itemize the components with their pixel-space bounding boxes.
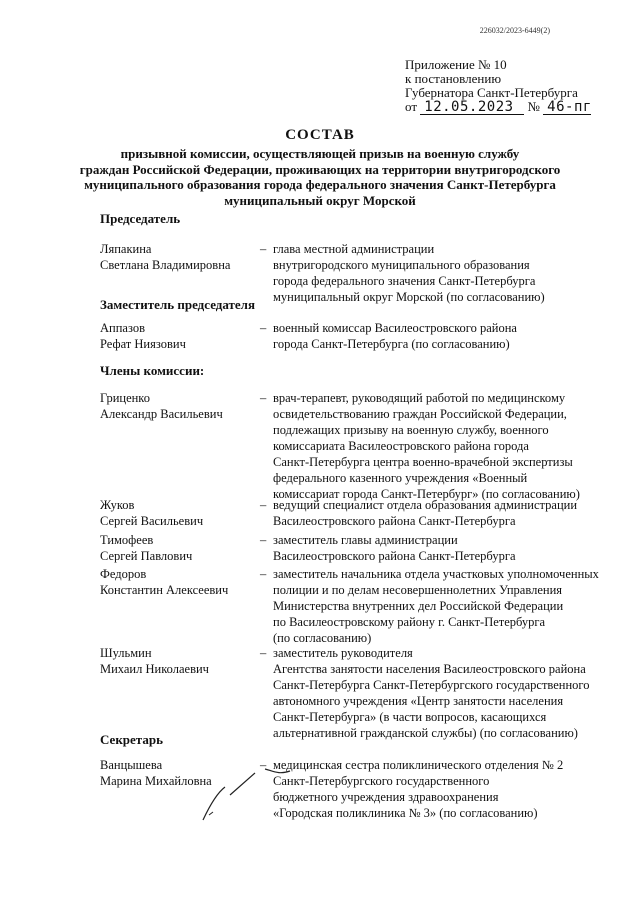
position-line: внутригородского муниципального образования: [273, 258, 530, 272]
dash-separator: –: [260, 498, 267, 512]
member-surname: Шульмин: [100, 646, 152, 660]
member-given-names: Марина Михайловна: [100, 774, 212, 788]
dash-separator: –: [260, 758, 267, 772]
title-main: СОСТАВ: [285, 127, 355, 143]
member-given-names: Константин Алексеевич: [100, 583, 229, 597]
appendix-line: Приложение № 10: [405, 57, 507, 72]
member-position: [273, 390, 603, 502]
position-line: подлежащих призыву на военную службу, военного: [273, 423, 549, 437]
appendix-line: к постановлению: [405, 71, 502, 86]
member-position: [273, 566, 603, 646]
position-line: освидетельствованию граждан Российской Федерации,: [273, 407, 567, 421]
position-line: заместитель руководителя: [273, 646, 413, 660]
appendix-block: [405, 58, 591, 115]
member-surname: Гриценко: [100, 391, 150, 405]
appendix-date-line: [405, 100, 591, 115]
position-line: автономного учреждения «Центр занятости населения: [273, 694, 564, 708]
position-line: «Городская поликлиника № 3» (по согласованию): [273, 806, 538, 820]
position-line: федерального казенного учреждения «Военный: [273, 471, 528, 485]
document-title: [60, 127, 580, 208]
position-line: заместитель начальника отдела участковых уполномоченных: [273, 567, 599, 581]
member-position: [273, 241, 603, 305]
position-line: муниципальный округ Морской (по согласованию): [273, 290, 545, 304]
position-line: ведущий специалист отдела образования администрации: [273, 498, 578, 512]
member-given-names: Михаил Николаевич: [100, 662, 209, 676]
section-secretary: Секретарь: [100, 732, 163, 747]
position-line: Санкт-Петербурга Санкт-Петербургского государственного: [273, 678, 590, 692]
position-line: Василеостровского района Санкт-Петербурга: [273, 549, 516, 563]
position-line: врач-терапевт, руководящий работой по медицинскому: [273, 391, 566, 405]
section-chairman: Председатель: [100, 211, 181, 226]
dash-separator: –: [260, 242, 267, 256]
member-given-names: Александр Васильевич: [100, 407, 223, 421]
title-subtitle-line: муниципального образования города федерального значения Санкт-Петербурга: [84, 177, 556, 192]
from-label: от: [405, 99, 418, 114]
member-given-names: Рефат Ниязович: [100, 337, 186, 351]
position-line: комиссариат города Санкт-Петербург» (по согласованию): [273, 487, 580, 501]
position-line: Министерства внутренних дел Российской Федерации: [273, 599, 564, 613]
member-name: [100, 320, 255, 352]
position-line: глава местной администрации: [273, 242, 435, 256]
document-number: 226032/2023-6449(2): [479, 26, 550, 35]
member-position: [273, 645, 603, 741]
dash-separator: –: [260, 391, 267, 405]
member-surname: Федоров: [100, 567, 147, 581]
appendix-line: Губернатора Санкт-Петербурга: [405, 85, 578, 100]
position-line: города Санкт-Петербурга (по согласованию): [273, 337, 510, 351]
position-line: полиции и по делам несовершеннолетних Управления: [273, 583, 563, 597]
member-position: [273, 532, 603, 564]
position-line: Санкт-Петербурга центра военно-врачебной экспертизы: [273, 455, 573, 469]
member-surname: Аппазов: [100, 321, 145, 335]
member-given-names: Светлана Владимировна: [100, 258, 231, 272]
number-label: №: [527, 99, 540, 114]
position-line: Василеостровского района Санкт-Петербурга: [273, 514, 516, 528]
signature-mark: [195, 765, 305, 825]
member-surname: Ляпакина: [100, 242, 152, 256]
member-name: [100, 645, 255, 677]
member-position: [273, 757, 603, 821]
member-position: [273, 320, 603, 352]
position-line: Агентства занятости населения Василеостровского района: [273, 662, 586, 676]
handwritten-date: 12.05.2023: [420, 100, 524, 115]
member-surname: Жуков: [100, 498, 135, 512]
section-deputy: Заместитель председателя: [100, 297, 256, 312]
position-line: заместитель главы администрации: [273, 533, 458, 547]
member-surname: Тимофеев: [100, 533, 154, 547]
member-name: [100, 566, 255, 598]
section-members: Члены комиссии:: [100, 363, 205, 378]
member-name: [100, 532, 255, 564]
member-position: [273, 497, 603, 529]
position-line: медицинская сестра поликлинического отделения № 2: [273, 758, 564, 772]
member-given-names: Сергей Васильевич: [100, 514, 204, 528]
member-name: [100, 497, 255, 529]
handwritten-number: 46-пг: [543, 100, 591, 115]
position-line: по Василеостровскому району г. Санкт-Петербурга: [273, 615, 546, 629]
dash-separator: –: [260, 321, 267, 335]
dash-separator: –: [260, 646, 267, 660]
position-line: альтернативной гражданской службы) (по согласованию): [273, 726, 578, 740]
position-line: (по согласованию): [273, 631, 372, 645]
dash-separator: –: [260, 533, 267, 547]
title-subtitle-line: муниципальный округ Морской: [224, 192, 416, 208]
member-name: [100, 390, 255, 422]
position-line: Санкт-Петербургского государственного: [273, 774, 490, 788]
member-surname: Ванцышева: [100, 758, 163, 772]
dash-separator: –: [260, 567, 267, 581]
title-subtitle-line: граждан Российской Федерации, проживающих на территории внутригородского: [79, 161, 561, 177]
member-name: [100, 241, 255, 273]
title-subtitle-line: призывной комиссии, осуществляющей призыв на военную службу: [120, 146, 520, 161]
position-line: города федерального значения Санкт-Петербурга: [273, 274, 536, 288]
member-given-names: Сергей Павлович: [100, 549, 193, 563]
position-line: Санкт-Петербурга» (в части вопросов, касающихся: [273, 710, 547, 724]
position-line: бюджетного учреждения здравоохранения: [273, 790, 499, 804]
position-line: военный комиссар Василеостровского района: [273, 321, 517, 335]
position-line: комиссариата Василеостровского района города: [273, 439, 529, 453]
